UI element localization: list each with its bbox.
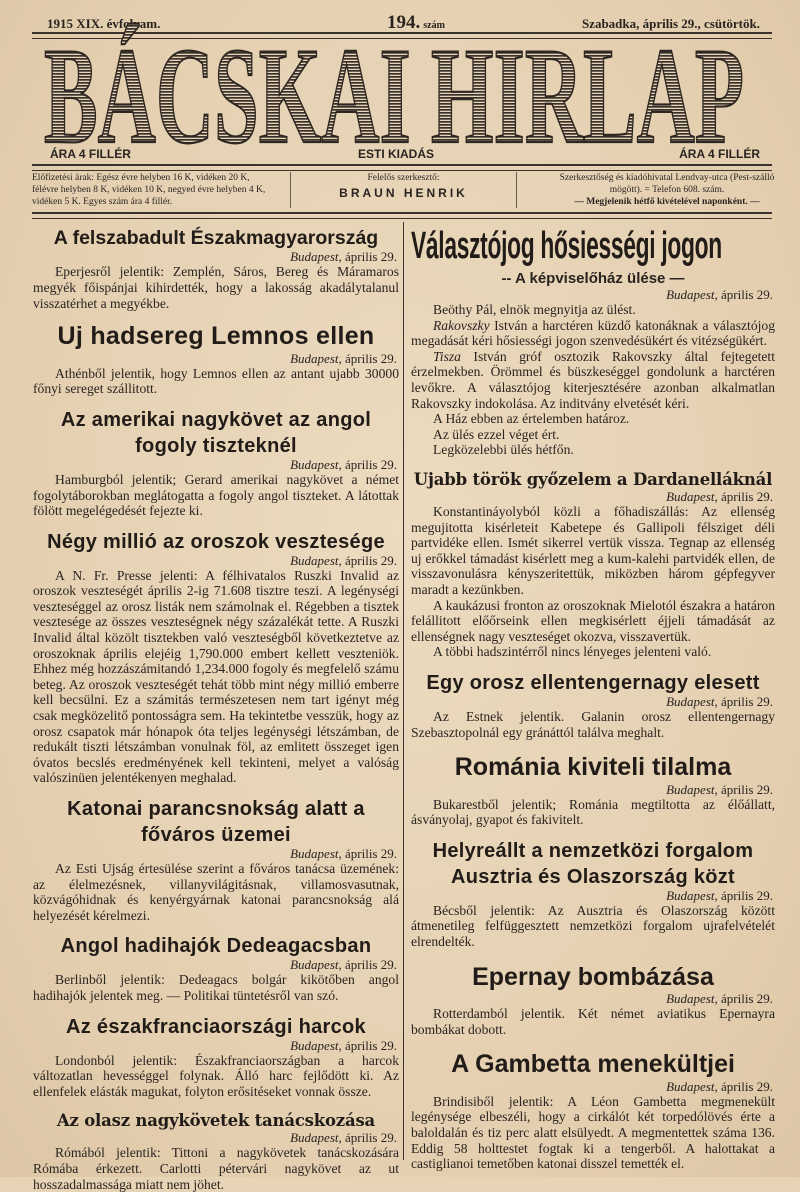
headline: Választójog hősiességi jogon (411, 225, 722, 267)
article (33, 323, 399, 397)
dateline-date: , április 29. (338, 249, 397, 265)
info-bar (32, 172, 775, 210)
paragraph-text: A kaukázusi fronton az oroszoknak Mielotól északra a határon felállitott előőrseink ellen megkisérlett éjjeli támadását az ellenségnek nagy veszteséget okozva, visszavertük. (411, 597, 775, 644)
paragraph-text: Az Estnek jelentik. Galanin orosz ellentengernagy Szebasztopolnál egy gránáttól találva meghalt. (411, 709, 775, 740)
dateline-city: Budapest (666, 489, 715, 505)
dateline (33, 957, 399, 972)
paragraph-text: A Ház ebben az értelemben határoz. (433, 411, 630, 427)
issue-label: szám (423, 20, 445, 31)
dateline (33, 457, 399, 472)
paragraph-text: Az Esti Ujság értesülése szerint a főváros tanácsa üzemének: az élelmezésnek, villanyvilágitásnak, villamosvasutnak, közvágóhidnak és kenyérgyárnak katonai parancsnokság alá helyezését kérelmezi. (33, 861, 399, 923)
spacer (411, 740, 775, 748)
headline: Egy orosz ellentengernagy elesett (426, 672, 760, 695)
spacer (33, 311, 399, 319)
volume: 1915 XIX. évfolyam. (47, 16, 161, 31)
paragraph (411, 903, 775, 950)
editor-box (290, 172, 517, 208)
paragraph (411, 1094, 775, 1172)
dateline-date: , április 29. (714, 887, 773, 903)
dateline-city: Budapest (666, 991, 715, 1007)
paragraph (33, 1053, 399, 1100)
masthead-text: BÁCSKAI HIRLAP (44, 19, 744, 172)
paragraph-text: Konstantináyolyból közli a főhadiszállás: Az ellenség megujitotta kisérleteit Kabetepe és Gallipoli félsziget déli partvidéke ellen. Ismét sikerrel vertük vissza. Tegnap az ellenség uj erőkkel támadást kisérlett meg a kum-kalehi partvidék ellen, de visszavonulásra kényszeritettük, miközben három gépfegyver maradt a kezünkben. (411, 504, 775, 598)
dateline-date: , április 29. (338, 957, 397, 973)
headline: Epernay bombázása (472, 962, 714, 991)
headline: Angol hadihajók Dedeagacsban (60, 935, 372, 958)
headline: Négy millió az oroszok vesztesége (47, 530, 385, 553)
spacer (411, 1037, 775, 1045)
dateline (33, 846, 399, 861)
dateline (411, 287, 775, 302)
subscription-prices: Előfizetési árak: Egész évre helyben 16 K, vidéken 20 K, félévre helyben 8 K, vidéken 10 K, negyed évre helyben 4 K, vidéken 5 K. Egyes szám ára 4 fillér. (32, 173, 266, 207)
paragraph-text: A többi hadszintérről nincs lényeges jelenteni való. (433, 644, 712, 660)
dateline (33, 553, 399, 568)
dateline-date: , április 29. (338, 846, 397, 861)
spacer (411, 660, 775, 668)
article (411, 840, 775, 950)
article (33, 935, 399, 1003)
paragraph-text: Eperjesről jelentik: Zemplén, Sáros, Bereg és Máramaros megyék főispánjai kihirdették, hogy a lakosság akadálytalanul visszatérhet a megyékbe. (33, 264, 399, 311)
dateline (411, 782, 775, 797)
price-right: ÁRA 4 FILLÉR (679, 147, 760, 161)
article (33, 1016, 399, 1100)
paragraph-text: Brindisiből jelentik: A Léon Gambetta megmenekült legénysége elbeszéli, hogy a cirkálót két torpedólövés érte a baloldalán és tiz perc alatt elsülyedt. A megmentettek száma 136. Eddig 58 holttestet fogtak ki a tengerből. A halottakat a castiglianoi temetőben katonai disszel temették el. (411, 1093, 775, 1172)
headline: Románia kiviteli tilalma (454, 753, 732, 782)
paragraph-text: István gróf osztozik Rakovszky által fejtegetett érzelmekben. Örömmel és büszkeséggel gondolunk a harctéren levőkre. A választójog kiterjesztésére azonban alkalmatlan Rakovszky indokolása. Az inditvány elvetését kéri. (411, 348, 775, 411)
office-info (552, 172, 782, 208)
dateline (411, 1079, 775, 1094)
paragraph (411, 318, 775, 349)
paragraph-text: Az ülés ezzel véget ért. (433, 426, 560, 442)
spacer (33, 923, 399, 931)
price-left: ÁRA 4 FILLÉR (50, 147, 131, 161)
paragraph (33, 366, 399, 397)
dateline (411, 888, 775, 903)
paragraph (33, 972, 399, 1003)
article (33, 531, 399, 786)
column-divider (403, 222, 404, 1160)
paragraph (411, 349, 775, 411)
headline: fogoly tiszteknél (135, 434, 297, 457)
paragraph (411, 442, 775, 458)
dateline (33, 249, 399, 264)
dateline-city: Budapest (290, 1037, 339, 1053)
dateline (33, 1130, 399, 1145)
paragraph-text: Rómából jelentik: Tittoni a nagykövetek tanácskozására Rómába érkezett. Carlotti pétervári nagykövet az ut hosszadalmassága miatt nem jöhet. (33, 1145, 399, 1192)
dateline-date: , április 29. (714, 991, 773, 1007)
headline: Helyreállt a nemzetközi forgalom (432, 839, 754, 862)
paragraph-text: Berlinből jelentik: Dedeagacs bolgár kikötőben angol hadihajók jelentek meg. — Politikai tüntetésről van szó. (33, 972, 399, 1003)
headline: A Gambetta menekültjei (451, 1050, 735, 1079)
dateline-date: , április 29. (714, 287, 773, 302)
article (411, 471, 775, 660)
headline: főváros üzemei (141, 824, 291, 846)
spacer (411, 458, 775, 466)
dateline-date: , április 29. (338, 1130, 397, 1146)
paragraph-lead: Rakovszky (433, 317, 490, 333)
dateline-date: , április 29. (714, 694, 773, 710)
divider (32, 212, 772, 219)
paragraph-text: Hamburgból jelentik; Gerard amerikai nagykövet a német fogolytáborokban meglátogatta a fogoly angol tiszteket. A látottak fölött megelégedését fejezte ki. (33, 471, 399, 519)
dateline-city: Budapest (666, 287, 715, 302)
paragraph (33, 472, 399, 519)
spacer (33, 786, 399, 794)
paragraph-text: István a harctéren küzdő katonáknak a választójog megadását kéri hősiességi jogon szenvedésükért és vitézségükért. (411, 317, 775, 349)
paragraph-lead: Tisza (433, 348, 461, 364)
issue-number: 194. (387, 12, 421, 33)
dateline-city: Budapest (290, 456, 339, 472)
spacer (411, 828, 775, 836)
dateline-city: Budapest (290, 957, 339, 973)
editor-label: Felelős szerkesztő: (367, 173, 440, 183)
place-date: Szabadka, április 29., csütörtök. (581, 16, 760, 31)
headline: Az északfranciaországi harcok (66, 1015, 366, 1038)
spacer (411, 950, 775, 958)
subheadline: -- A képviselőház ülése — (501, 270, 685, 287)
paragraph (411, 797, 775, 828)
dateline-date: , április 29. (338, 350, 397, 366)
headline: Az olasz nagykövetek tanácskozása (56, 1111, 376, 1131)
article (411, 754, 775, 828)
headline: Katonai parancsnokság alatt a (67, 798, 365, 820)
divider (32, 164, 772, 171)
article (33, 798, 399, 923)
headline: A felszabadult Északmagyarország (53, 227, 379, 249)
dateline (411, 694, 775, 709)
paragraph-text: Athénből jelentik, hogy Lemnos ellen az antant ujabb 30000 főnyi sereget szállitott. (33, 365, 399, 397)
dateline-city: Budapest (290, 1130, 339, 1146)
dateline-date: , április 29. (714, 1078, 773, 1094)
masthead-subrow (50, 147, 760, 163)
dateline-city: Budapest (290, 552, 339, 568)
article (33, 228, 399, 311)
dateline-city: Budapest (290, 350, 339, 366)
paragraph (33, 264, 399, 311)
dateline (411, 991, 775, 1006)
dateline-date: , április 29. (338, 1037, 397, 1053)
paragraph (411, 427, 775, 443)
spacer (33, 519, 399, 527)
paragraph-text: Legközelebbi ülés hétfőn. (433, 442, 574, 458)
article (33, 1112, 399, 1192)
article (411, 672, 775, 740)
paragraph-text: Rotterdamból jelentik. Két német aviatikus Epernayra bombákat dobott. (411, 1006, 775, 1037)
paragraph (411, 709, 775, 740)
dateline-date: , április 29. (714, 781, 773, 797)
publication-note: — Megjelenik hétfő kivételével naponként. — (574, 197, 760, 207)
paragraph (33, 1145, 399, 1192)
dateline (33, 1038, 399, 1053)
office-address: Szerkesztőség és kiadóhivatal Lendvay-utca (Pest-szálló mögött). = Telefon 608. szám. (559, 173, 775, 195)
headline: Uj hadsereg Lemnos ellen (57, 322, 375, 351)
paragraph (411, 1006, 775, 1037)
dateline-city: Budapest (666, 694, 715, 710)
dateline-date: , április 29. (714, 489, 773, 505)
dateline (33, 351, 399, 366)
paragraph-text: Londonból jelentik: Északfranciaországban a harcok változatlan hevességgel folynak. Álló harc fejlődött ki. Az ellenfelek elásták magukat, folyton erősitéseket vonnak össze. (33, 1052, 399, 1099)
article (411, 1051, 775, 1171)
paragraph-text: Bukarestből jelentik; Románia megtiltotta az élőállatt, ásványolaj, gyapot és fakivitelt. (411, 796, 775, 828)
dateline-date: , április 29. (338, 552, 397, 568)
edition-label: ESTI KIADÁS (358, 147, 435, 161)
paragraph (411, 644, 775, 660)
right-column (411, 224, 775, 1172)
paragraph-text: Beöthy Pál, elnök megnyitja az ülést. (433, 302, 636, 317)
headline: Ujabb török győzelem a Dardanelláknál (413, 469, 773, 489)
article (411, 226, 775, 458)
paragraph-text: Bécsből jelentik: Az Ausztria és Olaszország között átmenetileg felfüggesztett nemzetközi forgalom ujrafelvételét elrendelték. (411, 902, 775, 950)
dateline-city: Budapest (666, 781, 715, 797)
article (33, 409, 399, 519)
dateline-date: , április 29. (338, 456, 397, 472)
dateline-city: Budapest (290, 249, 339, 265)
spacer (33, 1004, 399, 1012)
paragraph (411, 411, 775, 427)
paragraph (411, 302, 775, 318)
dateline-city: Budapest (666, 887, 715, 903)
dateline (411, 489, 775, 504)
editor-name: BRAUN HENRIK (339, 186, 468, 200)
paragraph (33, 568, 399, 786)
headline: Az amerikai nagykövet az angol (60, 408, 372, 431)
spacer (33, 397, 399, 405)
spacer (33, 1099, 399, 1107)
left-column (33, 224, 399, 1192)
dateline-city: Budapest (290, 846, 339, 861)
paragraph-text: A N. Fr. Presse jelenti: A félhivatalos Ruszki Invalid az oroszok veszteségét április 2-ig 71.608 tisztre teszi. A legénységi veszteséggel az orosz listák nem számolnak el. Régebben a tisztek vesztesége az összes veszteségnek négy százalékát tette. A Ruszki Invalid által közölt tisztekben való veszteségből következtetve az oroszoknak április elejéig 1,790.000 embert kellett veszteniök. Ehhez még hozzászámitandó 1,234.000 fogoly és megfelelő számu beteg. Az oroszok veszteségét tehát több mint négy millió emberre kell becsülni. Ez a számitás természetesen nem tart igényt még csak megközelitő pontosságra sem. Ha tekintetbe vesszük, hogy az orosz csapatok már hónapok óta teljes legénységi létszámban, de redukált tiszti létszámban vonulnak föl, az emlitett összeget igen óvatos becslés eredményének kell tekinteni, melyet a valóság valószinüen jelentékenyen meghalad. (33, 567, 399, 786)
dateline-city: Budapest (666, 1078, 715, 1094)
article (411, 964, 775, 1038)
paragraph (411, 504, 775, 598)
paragraph (33, 861, 399, 923)
paragraph (411, 598, 775, 645)
headline: Ausztria és Olaszország közt (450, 865, 736, 888)
